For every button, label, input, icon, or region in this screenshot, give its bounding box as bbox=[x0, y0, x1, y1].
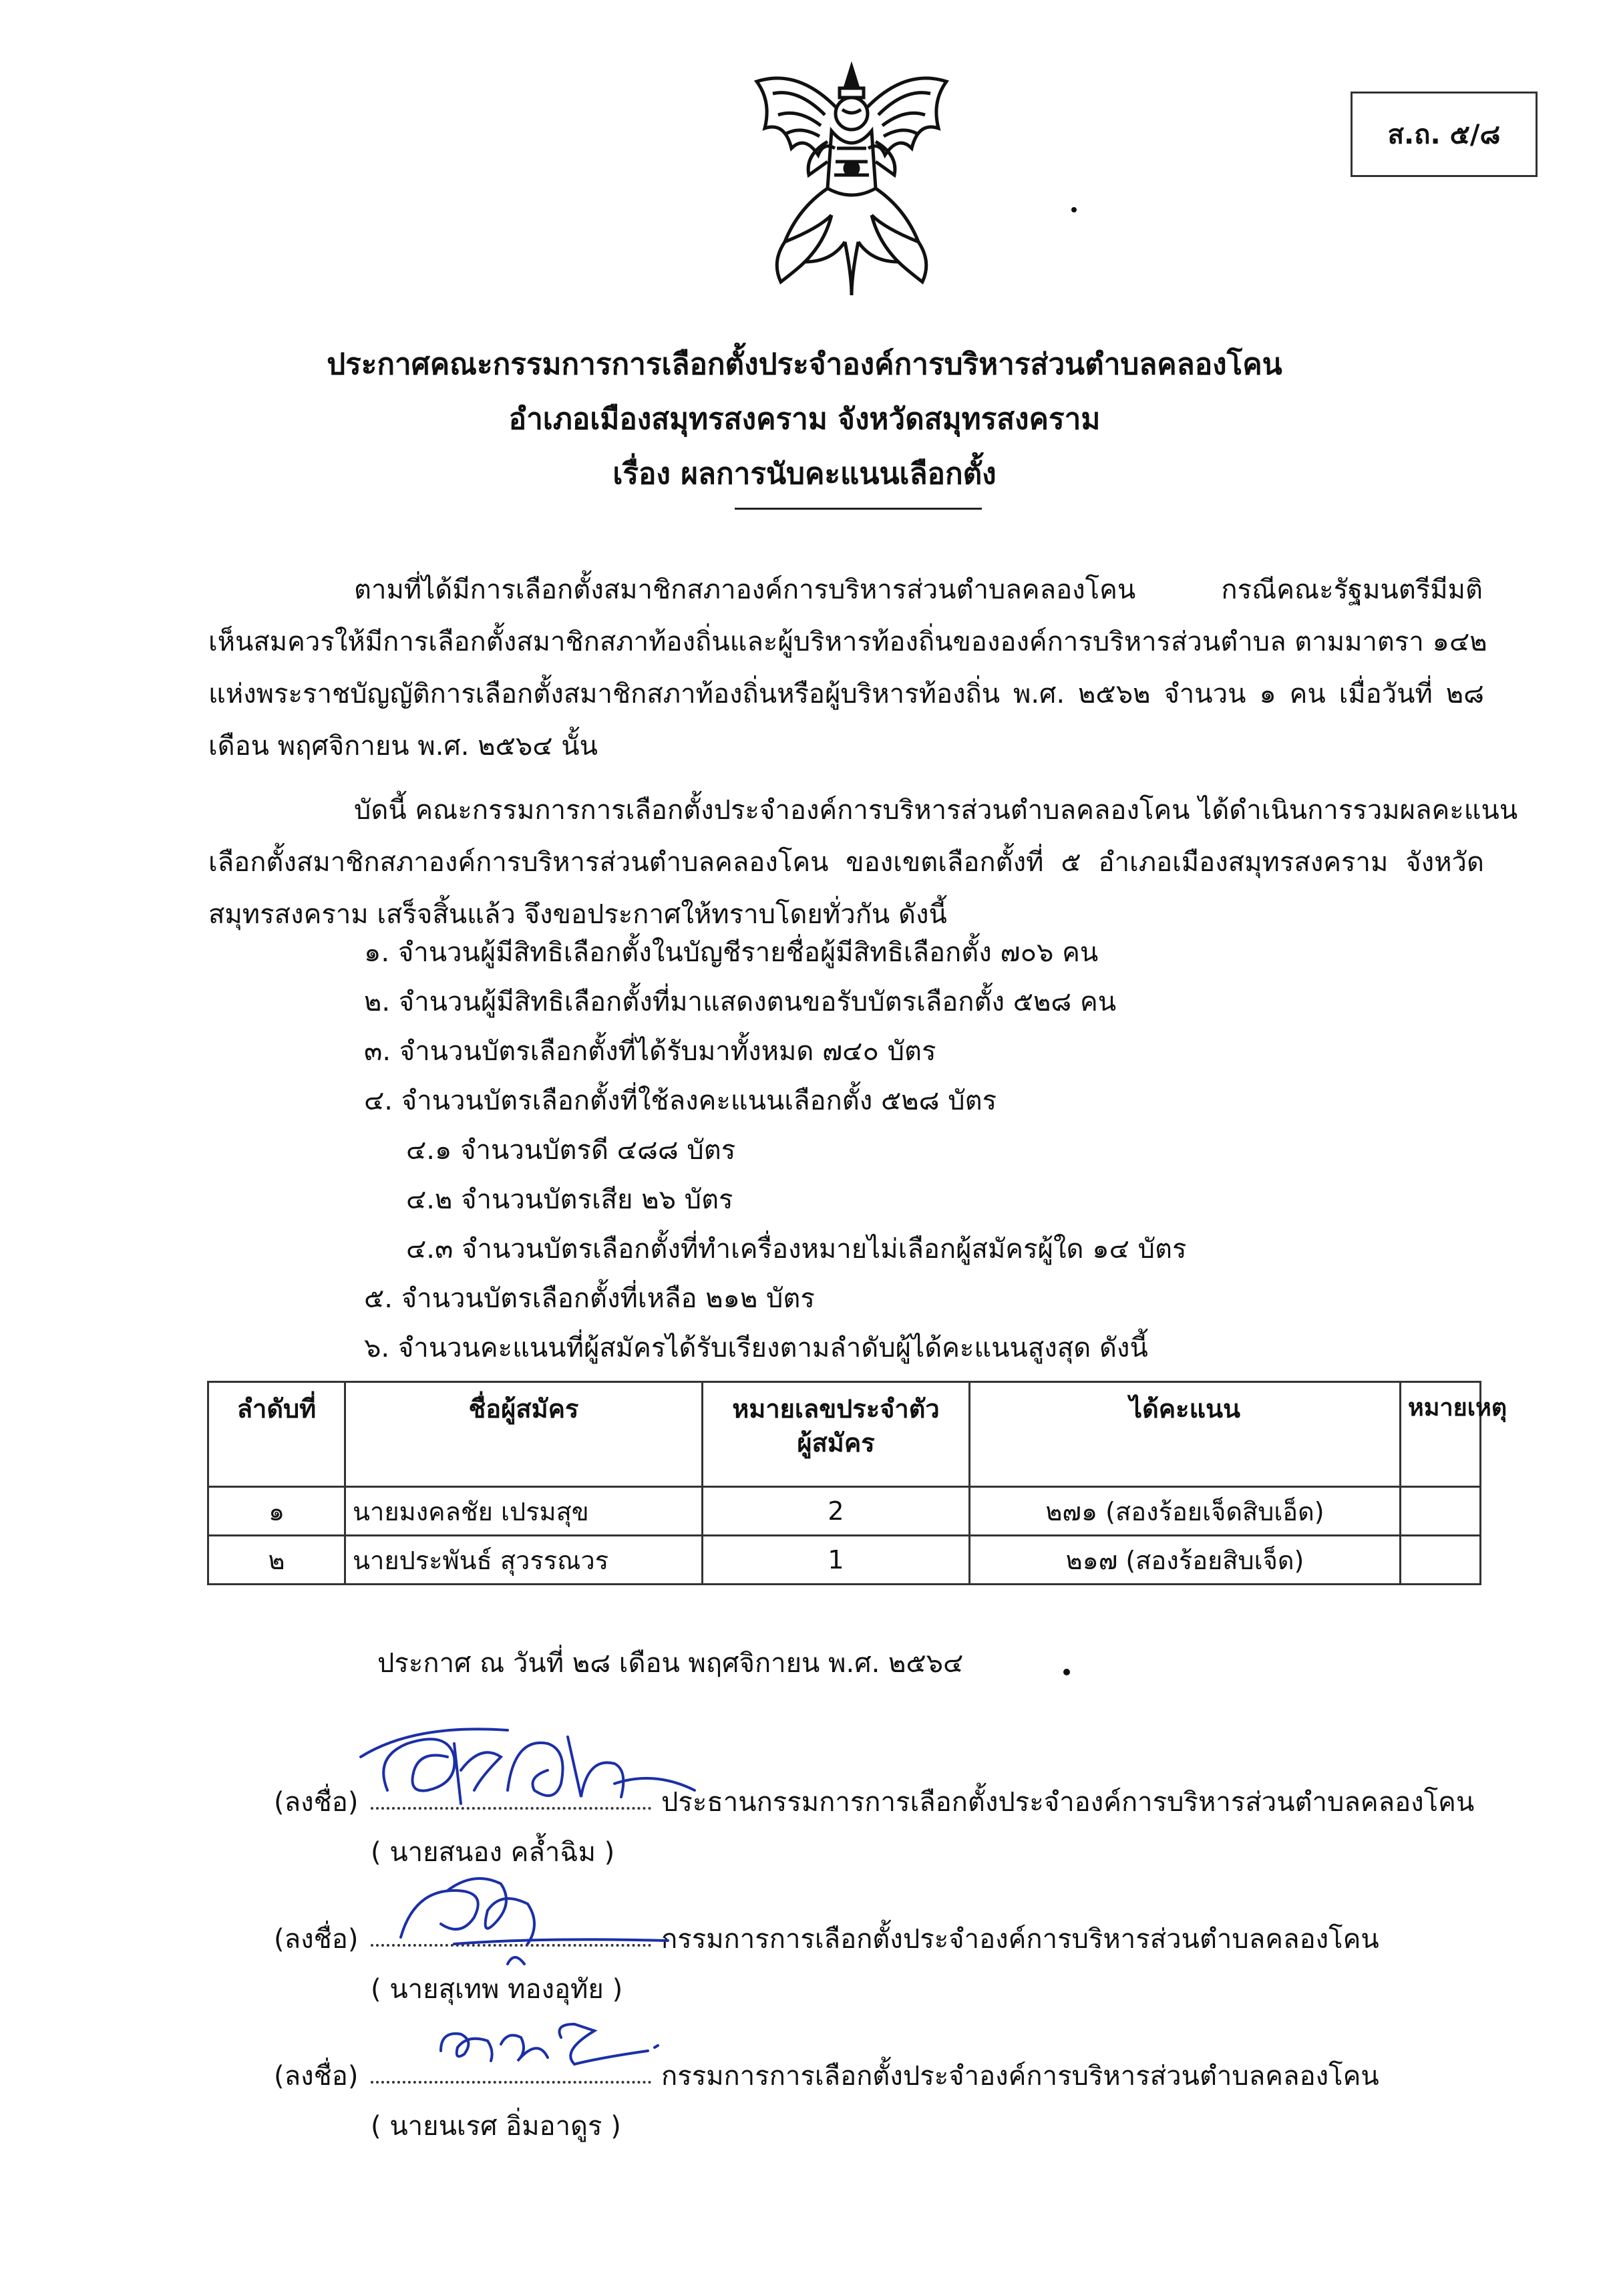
signature-prefix: (ลงชื่อ) bbox=[274, 2061, 359, 2092]
item-5: ๕. จำนวนบัตรเลือกตั้งที่เหลือ ๒๑๒ บัตร bbox=[364, 1283, 815, 1314]
cell-votes: ๒๗๑ (สองร้อยเจ็ดสิบเอ็ด) bbox=[970, 1487, 1401, 1536]
item-4-1: ๔.๑ จำนวนบัตรดี ๔๘๘ บัตร bbox=[406, 1135, 736, 1166]
form-code-box bbox=[1351, 92, 1538, 177]
results-table bbox=[207, 1381, 1507, 1585]
header-rank: ลำดับที่ bbox=[208, 1382, 345, 1487]
item-2: ๒. จำนวนผู้มีสิทธิเลือกตั้งที่มาแสดงตนขอรับบัตรเลือกตั้ง ๕๒๘ คน bbox=[364, 987, 1117, 1017]
header-candidate-number: หมายเลขประจำตัว ผู้สมัคร bbox=[703, 1382, 970, 1487]
heading-line-3: เรื่อง ผลการนับคะแนนเลือกตั้ง bbox=[612, 457, 997, 491]
signature-title: กรรมการการเลือกตั้งประจำองค์การบริหารส่วนตำบลคลองโคน bbox=[661, 1924, 1379, 1955]
heading-line-2: อำเภอเมืองสมุทรสงคราม จังหวัดสมุทรสงคราม bbox=[508, 402, 1101, 436]
garuda-emblem-icon bbox=[745, 61, 958, 303]
cell-candidate-number: 1 bbox=[703, 1536, 970, 1585]
paragraph2-line: บัดนี้ คณะกรรมการการเลือกตั้งประจำองค์การบริหารส่วนตำบลคลองโคน ได้ดำเนินการรวมผลคะแนน bbox=[354, 795, 1518, 826]
item-4: ๔. จำนวนบัตรเลือกตั้งที่ใช้ลงคะแนนเลือกตั้ง ๕๒๘ บัตร bbox=[364, 1086, 997, 1116]
paragraph2-line: เลือกตั้งสมาชิกสภาองค์การบริหารส่วนตำบลคลองโคน ของเขตเลือกตั้งที่ ๕ อำเภอเมืองสมุทรสงคราม จังหวัด bbox=[208, 847, 1484, 878]
paragraph1-line: เห็นสมควรให้มีการเลือกตั้งสมาชิกสภาท้องถิ่นและผู้บริหารท้องถิ่นขององค์การบริหารส่วนตำบล ตามมาตรา ๑๔๒ bbox=[208, 627, 1487, 657]
signatory-name: ( นายสนอง คล้ำฉิม ) bbox=[371, 1837, 615, 1868]
signature-title: ประธานกรรมการการเลือกตั้งประจำองค์การบริหารส่วนตำบลคลองโคน bbox=[661, 1787, 1475, 1818]
announce-date: ประกาศ ณ วันที่ ๒๘ เดือน พฤศจิกายน พ.ศ. ๒๕๖๔ bbox=[377, 1648, 964, 1679]
header-votes: ได้คะแนน bbox=[970, 1382, 1401, 1487]
header-candidate-name: ชื่อผู้สมัคร bbox=[345, 1382, 703, 1487]
header-remarks: หมายเหตุ bbox=[1401, 1382, 1481, 1487]
paragraph1-line: แห่งพระราชบัญญัติการเลือกตั้งสมาชิกสภาท้องถิ่นหรือผู้บริหารท้องถิ่น พ.ศ. ๒๕๖๒ จำนวน ๑ คน เมื่อวันที่ ๒๘ bbox=[208, 679, 1484, 709]
signature-3-handwriting bbox=[427, 2011, 668, 2084]
signature-2-handwriting bbox=[374, 1864, 681, 1984]
item-4-2: ๔.๒ จำนวนบัตรเสีย ๒๖ บัตร bbox=[406, 1184, 733, 1215]
cell-rank: ๒ bbox=[208, 1536, 345, 1585]
cell-votes: ๒๑๗ (สองร้อยสิบเจ็ด) bbox=[970, 1536, 1401, 1585]
cell-candidate-name: นายมงคลชัย เปรมสุข bbox=[345, 1487, 703, 1536]
table-header-row bbox=[208, 1382, 1481, 1487]
table-row bbox=[208, 1536, 1481, 1585]
item-6: ๖. จำนวนคะแนนที่ผู้สมัครได้รับเรียงตามลำดับผู้ได้คะแนนสูงสุด ดังนี้ bbox=[364, 1333, 1148, 1363]
signature-prefix: (ลงชื่อ) bbox=[274, 1787, 359, 1818]
item-1: ๑. จำนวนผู้มีสิทธิเลือกตั้งในบัญชีรายชื่อผู้มีสิทธิเลือกตั้ง ๗๐๖ คน bbox=[364, 937, 1099, 968]
paragraph2-line: สมุทรสงคราม เสร็จสิ้นแล้ว จึงขอประกาศให้ทราบโดยทั่วกัน ดังนี้ bbox=[208, 899, 947, 930]
signatory-name: ( นายสุเทพ ทองอุทัย ) bbox=[371, 1974, 623, 2005]
heading-line-1: ประกาศคณะกรรมการการเลือกตั้งประจำองค์การบริหารส่วนตำบลคลองโคน bbox=[327, 347, 1282, 381]
form-code: ส.ถ. ๕/๘ bbox=[1387, 120, 1501, 150]
heading-underline bbox=[735, 508, 982, 510]
signature-title: กรรมการการเลือกตั้งประจำองค์การบริหารส่วนตำบลคลองโคน bbox=[661, 2061, 1379, 2092]
cell-rank: ๑ bbox=[208, 1487, 345, 1536]
item-4-3: ๔.๓ จำนวนบัตรเลือกตั้งที่ทำเครื่องหมายไม่เลือกผู้สมัครผู้ใด ๑๔ บัตร bbox=[406, 1234, 1187, 1265]
cell-remarks bbox=[1401, 1487, 1481, 1536]
cell-candidate-name: นายประพันธ์ สุวรรณวร bbox=[345, 1536, 703, 1585]
paragraph1-line: ตามที่ได้มีการเลือกตั้งสมาชิกสภาองค์การบริหารส่วนตำบลคลองโคน กรณีคณะรัฐมนตรีมีมติ bbox=[354, 575, 1483, 605]
cell-remarks bbox=[1401, 1536, 1481, 1585]
signatory-name: ( นายนเรศ อิ่มอาดูร ) bbox=[371, 2111, 621, 2142]
stray-dot bbox=[1071, 207, 1077, 212]
item-3: ๓. จำนวนบัตรเลือกตั้งที่ได้รับมาทั้งหมด ๗๔๐ บัตร bbox=[364, 1036, 936, 1067]
cell-candidate-number: 2 bbox=[703, 1487, 970, 1536]
date-end-dot bbox=[1063, 1669, 1070, 1675]
paragraph1-line: เดือน พฤศจิกายน พ.ศ. ๒๕๖๔ นั้น bbox=[208, 731, 598, 762]
signature-prefix: (ลงชื่อ) bbox=[274, 1924, 359, 1955]
table-row bbox=[208, 1487, 1481, 1536]
signature-1-handwriting bbox=[347, 1717, 721, 1830]
